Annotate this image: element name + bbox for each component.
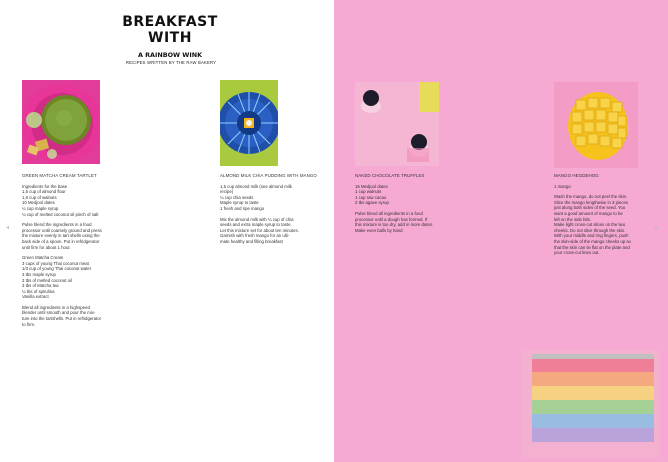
recipe-line: 2 tbs agave syrup xyxy=(355,200,389,206)
recipe-line: 1,5 cup of walnuts xyxy=(22,194,57,200)
recipe-line: want a good amount of mango to be xyxy=(554,210,623,216)
page-subtitle: A RAINBOW WINK xyxy=(137,51,203,59)
recipe-mango-hedgehog xyxy=(554,173,654,256)
recipe-line: 1 mango xyxy=(554,183,571,189)
chocolate-truffles-photo xyxy=(355,82,439,166)
recipe-line: mate healthy and filling breakfast xyxy=(220,238,283,244)
recipe-line: seeds and extra maple syrup to taste. xyxy=(220,222,292,228)
recipe-line: 1 fresh and ripe mango xyxy=(220,205,265,211)
recipe-line: Pulse blend all ingredients in a food xyxy=(355,210,423,216)
recipe-matcha-tartlet xyxy=(22,173,122,327)
recipe-title: ALMOND MILK CHIA PUDDING WITH MANGO xyxy=(220,173,317,178)
recipe-line: 1 cup raw cacao xyxy=(355,194,387,200)
recipe-line: just along both sides of the seed. You xyxy=(554,205,626,211)
recipe-block xyxy=(22,255,122,300)
recipe-line: Ingredients for the base xyxy=(22,183,68,189)
recipe-block xyxy=(554,184,654,190)
recipe-line: recipe) xyxy=(220,189,234,195)
recipe-line: Wash the mango, do not peel the skin. xyxy=(554,194,628,200)
rainbow-pouch-photo xyxy=(522,350,660,458)
next-page-arrow-icon[interactable]: ▸ xyxy=(655,225,659,231)
recipe-line: 1,5 cup of almond flour xyxy=(22,189,66,195)
recipe-line: With your middle and ring fingers, push xyxy=(554,233,629,239)
recipe-line: left on the side bits. xyxy=(554,216,592,222)
recipe-line: 3 tbs of melted coconut oil xyxy=(22,277,72,283)
recipe-line: Maple syrup to taste xyxy=(220,200,259,206)
recipes-credit: RECIPES WRITTEN BY THE RAW BAKERY xyxy=(125,60,217,65)
recipe-line: ¼ cup chia seeds xyxy=(220,194,254,200)
recipe-line: Garnish with fresh mango for an ulti- xyxy=(220,233,290,239)
recipe-line: your cross-cut lines out. xyxy=(554,250,600,256)
recipe-line: Vanilla extract xyxy=(22,294,49,300)
recipe-line: 10 Medjool dates xyxy=(22,200,55,206)
recipe-block xyxy=(220,184,320,212)
recipe-line: Green Matcha Cream xyxy=(22,255,64,261)
recipe-title: NAKED CHOCOLATE TRUFFLES xyxy=(355,173,425,178)
recipe-line: ¼ tbs of spirulina xyxy=(22,288,55,294)
matcha-tartlet-photo xyxy=(22,80,100,164)
recipe-line: to firm. xyxy=(22,321,36,327)
recipe-line: the mixture evenly in tart shells using the xyxy=(22,233,100,239)
recipe-line: cheeks. Do not slice through the skin. xyxy=(554,227,626,233)
page-title: BREAKFAST WITH xyxy=(122,14,218,46)
recipe-line: the skin-side of the mango cheeks up so xyxy=(554,238,631,244)
recipe-line: Let this mixture set for about ten minutes. xyxy=(220,227,299,233)
recipe-chia-pudding xyxy=(220,173,320,245)
recipe-title: GREEN MATCHA CREAM TARTLET xyxy=(22,173,97,178)
recipe-line: 1,5 cup almond milk (see almond milk xyxy=(220,183,292,189)
recipe-line: 3 tbs of Matcha tea xyxy=(22,283,59,289)
recipe-line: processor until coarsely ground and press xyxy=(22,227,102,233)
recipe-line: until firm for about 1 hour. xyxy=(22,244,71,250)
recipe-line: Make even balls by hand xyxy=(355,227,403,233)
recipe-line: that the skin can lie flat on the plate and xyxy=(554,244,630,250)
recipe-line: 3 tbs maple syrup xyxy=(22,271,56,277)
recipe-block xyxy=(355,184,455,206)
recipe-line: ¼ cup maple syrup xyxy=(22,205,59,211)
recipe-line: 1 cup walnuts xyxy=(355,189,382,195)
recipe-line: ture into the tartshells. Put in refridgerator xyxy=(22,316,102,322)
recipe-line: Make light cross-cut slices on the two xyxy=(554,222,626,228)
prev-page-arrow-icon[interactable]: ◂ xyxy=(6,225,10,231)
recipe-line: Mix the almond milk with ¼ cup of chia xyxy=(220,216,294,222)
recipe-line: this mixture is too dry, add in more dates. xyxy=(355,222,434,228)
recipe-block xyxy=(22,305,122,327)
recipe-line: 3 cups of young Thai coconut meat xyxy=(22,260,89,266)
recipe-line: back side of a spoon. Put in refridgerator xyxy=(22,238,100,244)
mango-hedgehog-photo xyxy=(554,82,638,168)
recipe-line: blender until smooth and pour the mix- xyxy=(22,310,96,316)
recipe-block xyxy=(220,217,320,245)
recipe-line: Pulse blend the ingredients in a food xyxy=(22,222,92,228)
recipe-line: processor until a dough has formed. If xyxy=(355,216,428,222)
recipe-line: Slice the mango lengthwise in 3 pieces xyxy=(554,199,629,205)
recipe-chocolate-truffles xyxy=(355,173,455,233)
chia-pudding-photo xyxy=(220,80,278,166)
recipe-title: MANGO HEGDEHOG xyxy=(554,173,599,178)
recipe-block xyxy=(22,222,122,250)
recipe-line: Blend all ingredients in a highspeed xyxy=(22,304,90,310)
recipe-block xyxy=(554,194,654,256)
recipe-block xyxy=(22,184,122,218)
recipe-line: 1/3 cup of young Thai coconut water xyxy=(22,266,92,272)
recipe-block xyxy=(355,211,455,233)
recipe-line: ¼ cup of melted coconut oil pinch of salt xyxy=(22,211,99,217)
recipe-line: 15 Medjool dates xyxy=(355,183,388,189)
